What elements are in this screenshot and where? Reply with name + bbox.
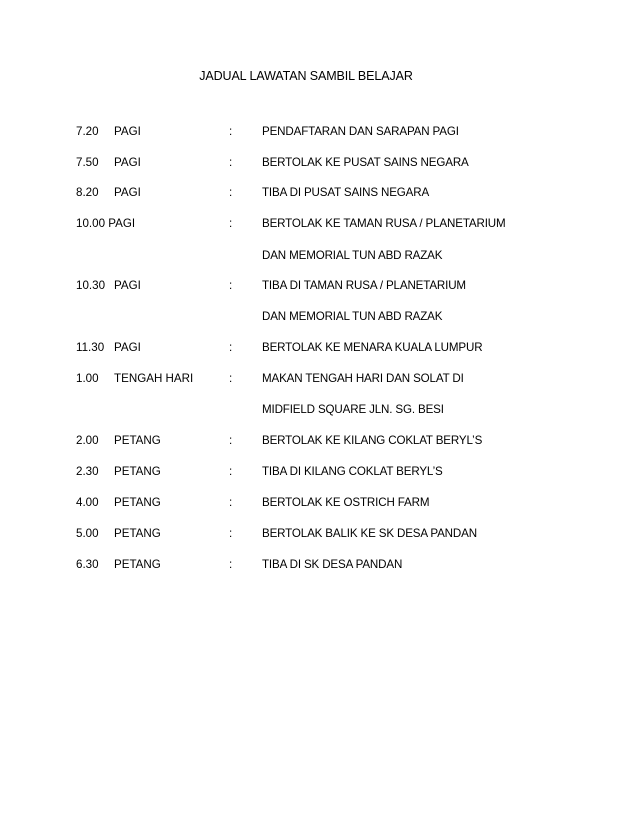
row-colon: : <box>229 186 233 199</box>
row-description: BERTOLAK KE PUSAT SAINS NEGARA <box>262 156 469 169</box>
row-period: PAGI <box>114 156 141 169</box>
row-period: TENGAH HARI <box>114 372 194 385</box>
row-description: DAN MEMORIAL TUN ABD RAZAK <box>262 310 443 323</box>
schedule-row <box>76 153 596 173</box>
row-description: BERTOLAK BALIK KE SK DESA PANDAN <box>262 527 477 540</box>
row-time: 5.00 <box>76 527 99 540</box>
row-time: 2.30 <box>76 465 99 478</box>
row-time: 4.00 <box>76 496 99 509</box>
schedule-row <box>76 122 596 142</box>
row-time: 2.00 <box>76 434 99 447</box>
row-period: PETANG <box>114 558 161 571</box>
row-colon: : <box>229 279 233 292</box>
schedule-row-continuation <box>76 400 596 420</box>
row-period: PETANG <box>114 496 161 509</box>
row-period: PAGI <box>114 125 141 138</box>
row-period: PETANG <box>114 434 161 447</box>
page-title: JADUAL LAWATAN SAMBIL BELAJAR <box>199 69 413 83</box>
row-description: BERTOLAK KE MENARA KUALA LUMPUR <box>262 341 483 354</box>
row-description: BERTOLAK KE TAMAN RUSA / PLANETARIUM <box>262 217 506 230</box>
row-colon: : <box>229 558 233 571</box>
row-description: BERTOLAK KE OSTRICH FARM <box>262 496 430 509</box>
row-time: 6.30 <box>76 558 99 571</box>
row-description: TIBA DI KILANG COKLAT BERYL’S <box>262 465 443 478</box>
schedule-row <box>76 183 596 203</box>
row-description: TIBA DI TAMAN RUSA / PLANETARIUM <box>262 279 466 292</box>
schedule-row <box>76 524 596 544</box>
row-colon: : <box>229 125 233 138</box>
row-period: PAGI <box>114 341 141 354</box>
schedule-row <box>76 555 596 575</box>
row-time: 10.00 PAGI <box>76 217 136 230</box>
row-colon: : <box>229 156 233 169</box>
row-description: DAN MEMORIAL TUN ABD RAZAK <box>262 249 443 262</box>
row-colon: : <box>229 341 233 354</box>
schedule-row-continuation <box>76 307 596 327</box>
row-description: MIDFIELD SQUARE JLN. SG. BESI <box>262 403 444 416</box>
schedule-row <box>76 214 596 234</box>
row-time: 7.20 <box>76 125 99 138</box>
row-period: PETANG <box>114 527 161 540</box>
row-colon: : <box>229 496 233 509</box>
row-period: PAGI <box>114 279 141 292</box>
row-colon: : <box>229 372 233 385</box>
schedule-row <box>76 462 596 482</box>
row-time: 7.50 <box>76 156 99 169</box>
row-description: TIBA DI PUSAT SAINS NEGARA <box>262 186 430 199</box>
row-time: 1.00 <box>76 372 99 385</box>
row-period: PETANG <box>114 465 161 478</box>
row-colon: : <box>229 434 233 447</box>
schedule-row-continuation <box>76 246 596 266</box>
schedule-row <box>76 276 596 296</box>
schedule-row <box>76 369 596 389</box>
row-description: PENDAFTARAN DAN SARAPAN PAGI <box>262 125 459 138</box>
schedule-row <box>76 338 596 358</box>
row-description: TIBA DI SK DESA PANDAN <box>262 558 403 571</box>
row-colon: : <box>229 217 233 230</box>
row-time: 8.20 <box>76 186 99 199</box>
schedule-row <box>76 493 596 513</box>
row-description: BERTOLAK KE KILANG COKLAT BERYL’S <box>262 434 483 447</box>
schedule-row <box>76 431 596 451</box>
row-time: 10.30 <box>76 279 106 292</box>
row-time: 11.30 <box>76 341 105 354</box>
row-period: PAGI <box>114 186 141 199</box>
row-description: MAKAN TENGAH HARI DAN SOLAT DI <box>262 372 464 385</box>
row-colon: : <box>229 465 233 478</box>
row-colon: : <box>229 527 233 540</box>
